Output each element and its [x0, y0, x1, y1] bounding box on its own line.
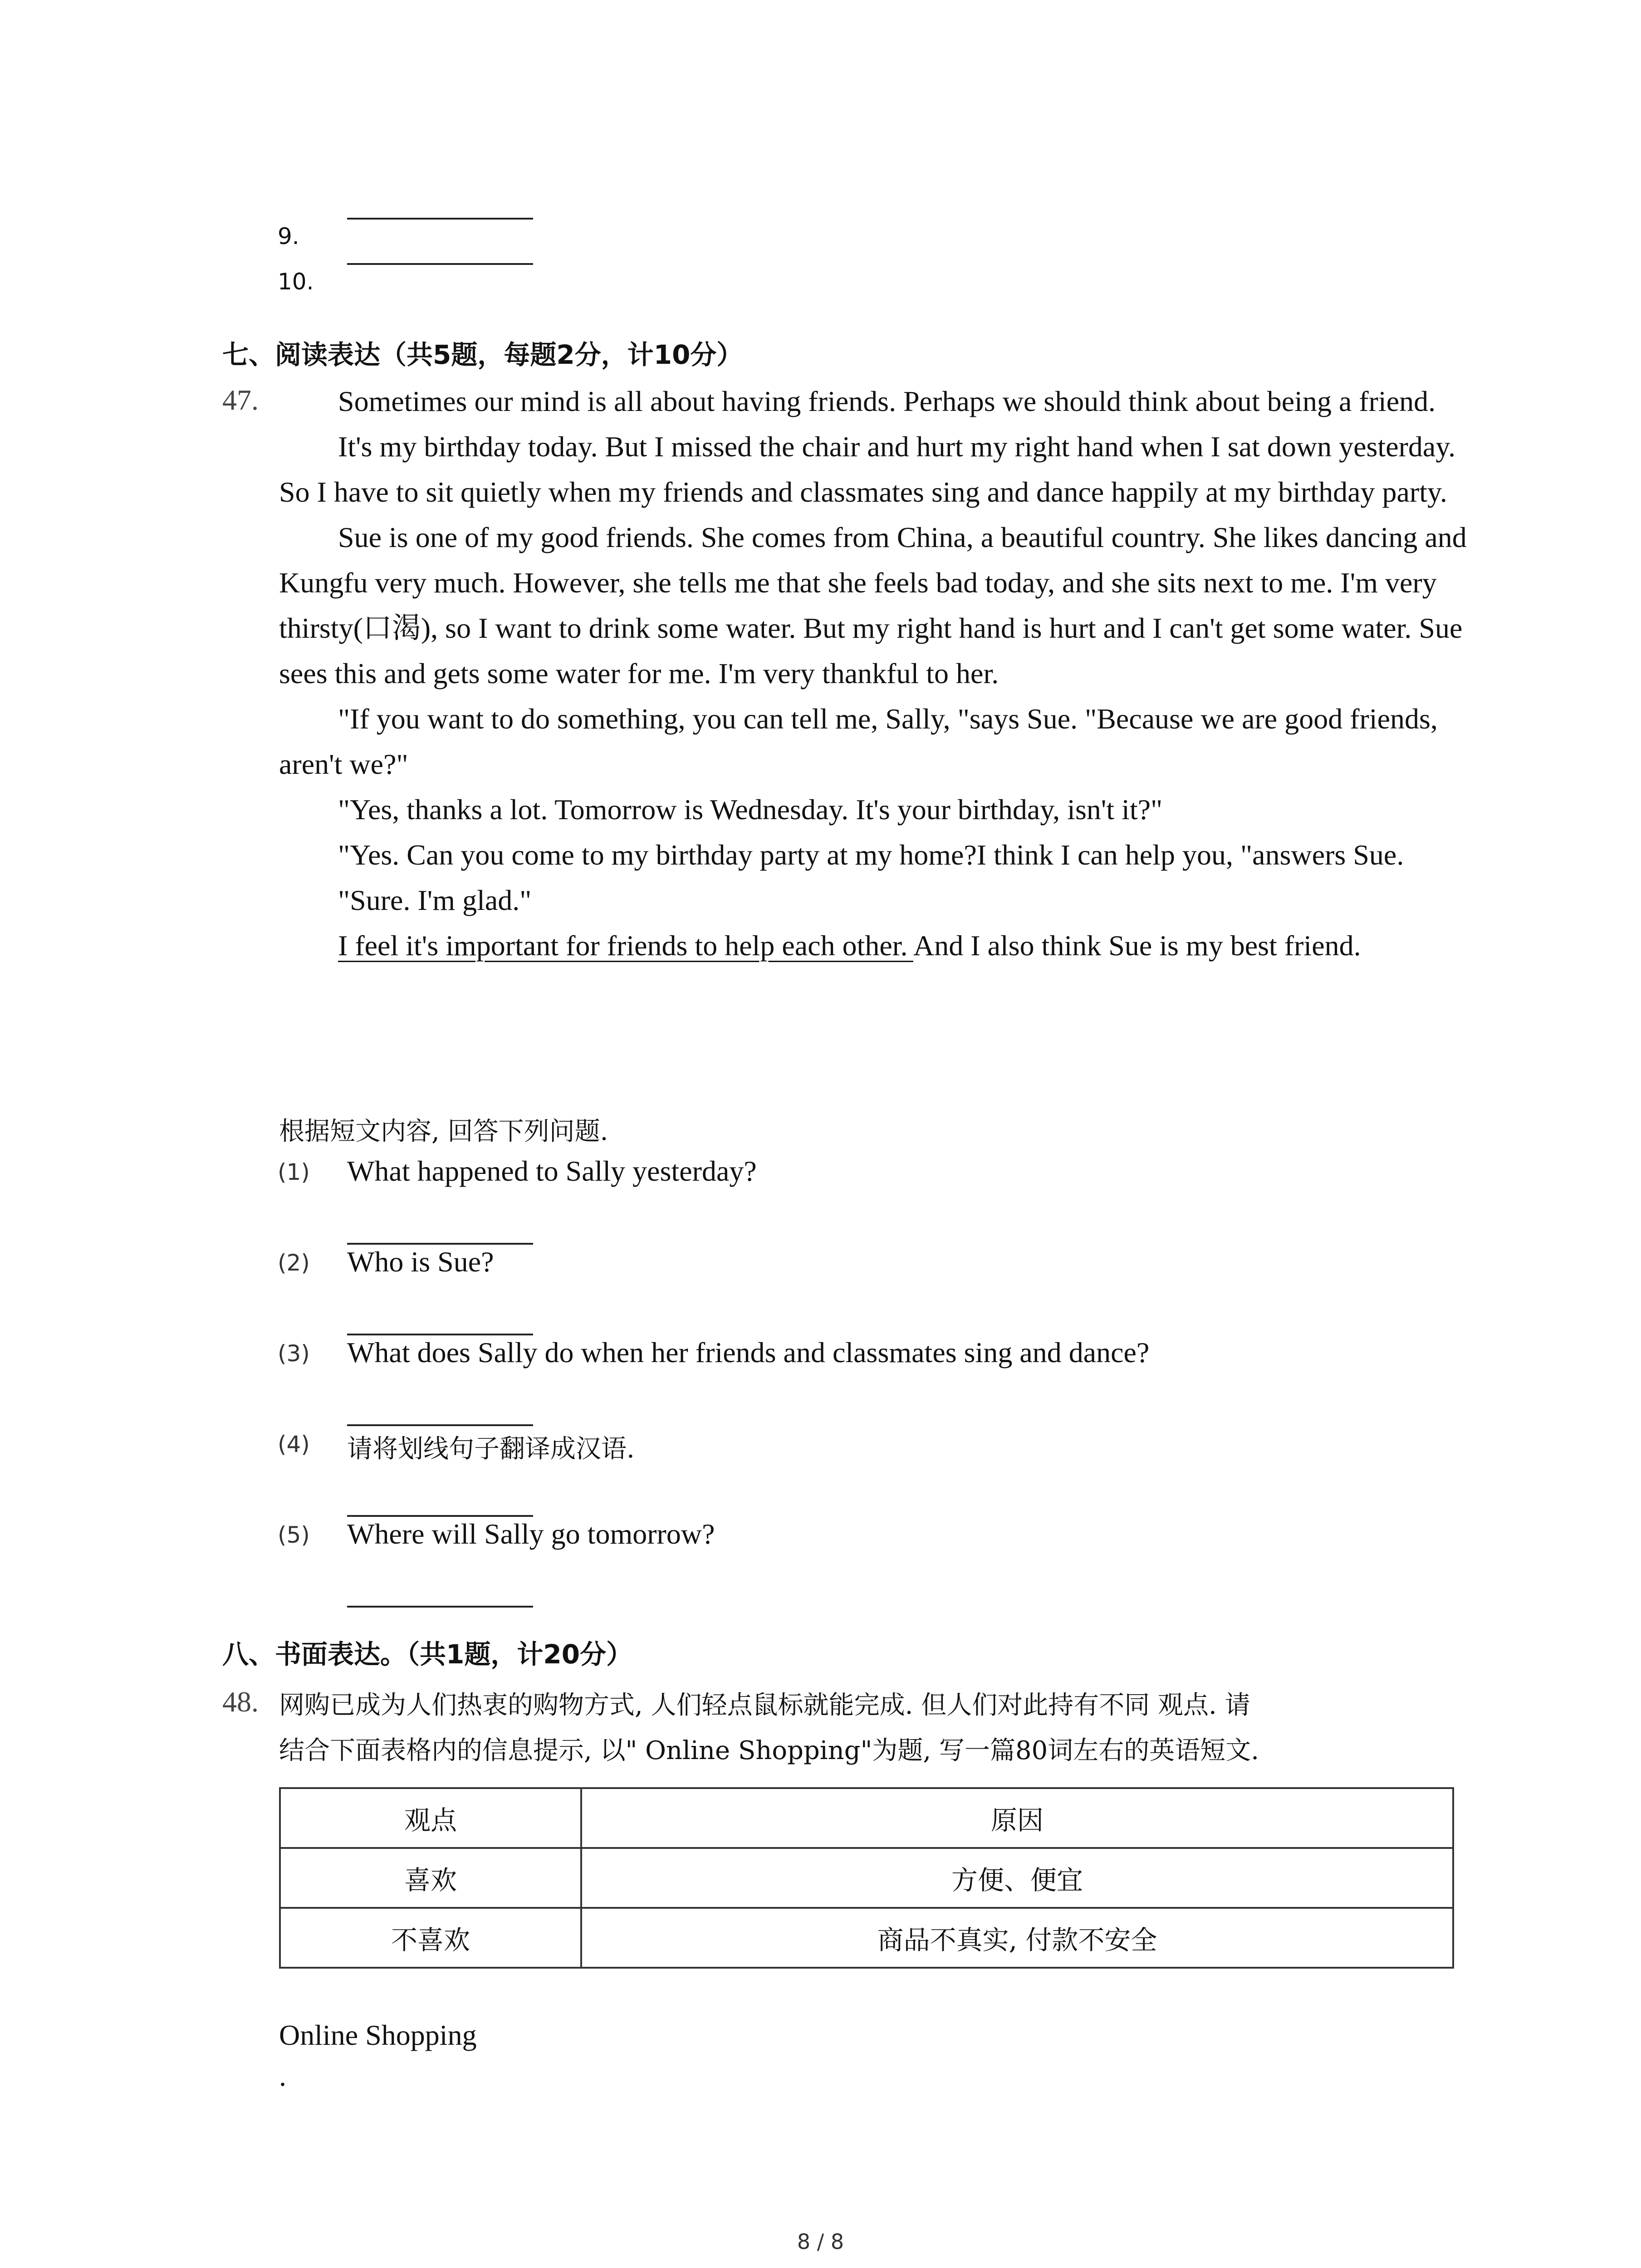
essay-title: Online Shopping [279, 2019, 477, 2051]
passage-paragraph: Sue is one of my good friends. She comes from China, a beautiful country. She likes dancing and Kungfu very much. However, she tells me that she feels bad today, and she sits next to me. I'm very thirsty(口渴), so I want to drink some water. But my right hand is hurt and I can't get some water. Sue sees this and gets some water for me. I'm very thankful to her. [279, 521, 1467, 689]
passage-paragraph: It's my birthday today. But I missed the chair and hurt my right hand when I sat down yesterday. So I have to sit quietly when my friends and classmates sing and dance happily at my birthday party. [279, 430, 1456, 508]
table-cell: 喜欢 [280, 1848, 581, 1908]
subquestion-text: What happened to Sally yesterday? [347, 1155, 757, 1187]
passage-paragraph: "If you want to do something, you can tell me, Sally, "says Sue. "Because we are good friends, aren't we?" [279, 703, 1438, 780]
section-heading: 七、阅读表达（共5题，每题2分，计10分） [222, 339, 743, 370]
passage-paragraph: "Yes. Can you come to my birthday party at my home?I think I can help you, "answers Sue. [338, 839, 1404, 871]
answer-number: 9. [278, 223, 299, 249]
opinion-table [279, 1787, 1454, 1969]
writing-prompt-line: 结合下面表格内的信息提示, 以" Online Shopping"为题, 写一篇80词左右的英语短文. [279, 1736, 1259, 1765]
table-header-cell: 原因 [581, 1788, 1453, 1848]
answer-blank-5[interactable] [347, 1606, 533, 1608]
reading-passage [279, 379, 1477, 968]
answer-blank-2[interactable] [347, 1334, 533, 1335]
essay-placeholder: . [279, 2060, 286, 2092]
answer-blank-top-1[interactable] [347, 218, 533, 220]
passage-text: And I also think Sue is my best friend. [913, 929, 1361, 962]
subquestion-text: 请将划线句子翻译成汉语. [347, 1434, 635, 1464]
answer-blank-top-2[interactable] [347, 263, 533, 265]
answer-blank-3[interactable] [347, 1424, 533, 1426]
subquestion-number: (1) [278, 1159, 310, 1185]
passage-paragraph: "Yes, thanks a lot. Tomorrow is Wednesday. It's your birthday, isn't it?" [338, 793, 1163, 826]
subquestion-number: (2) [278, 1250, 310, 1276]
question-instruction: 根据短文内容, 回答下列问题. [279, 1117, 608, 1146]
table-header-cell: 观点 [280, 1788, 581, 1848]
table-header-row [280, 1788, 1453, 1848]
subquestion-number: (3) [278, 1340, 310, 1367]
section-heading: 八、书面表达。（共1题，计20分） [222, 1639, 633, 1670]
answer-number: 10. [278, 269, 314, 295]
answer-blank-1[interactable] [347, 1243, 533, 1245]
subquestion-number: (4) [278, 1431, 310, 1457]
subquestion-text: What does Sally do when her friends and classmates sing and dance? [347, 1336, 1150, 1369]
table-cell: 商品不真实, 付款不安全 [581, 1908, 1453, 1968]
passage-paragraph-last [279, 923, 1477, 968]
underlined-sentence: I feel it's important for friends to help each other. [338, 929, 914, 962]
table-row [280, 1908, 1453, 1968]
table-row [280, 1848, 1453, 1908]
subquestion-text: Who is Sue? [347, 1246, 494, 1278]
writing-prompt-line: 网购已成为人们热衷的购物方式, 人们轻点鼠标就能完成. 但人们对此持有不同 观点. 请 [279, 1691, 1250, 1720]
question-number: 48. [222, 1686, 259, 1718]
page-number: 8 / 8 [797, 2229, 844, 2254]
table-cell: 不喜欢 [280, 1908, 581, 1968]
subquestion-number: (5) [278, 1522, 310, 1548]
question-number: 47. [222, 384, 259, 416]
passage-paragraph: "Sure. I'm glad." [338, 884, 532, 916]
table-cell: 方便、便宜 [581, 1848, 1453, 1908]
passage-paragraph: Sometimes our mind is all about having friends. Perhaps we should think about being a friend. [338, 385, 1436, 417]
answer-blank-4[interactable] [347, 1515, 533, 1517]
subquestion-text: Where will Sally go tomorrow? [347, 1518, 715, 1550]
